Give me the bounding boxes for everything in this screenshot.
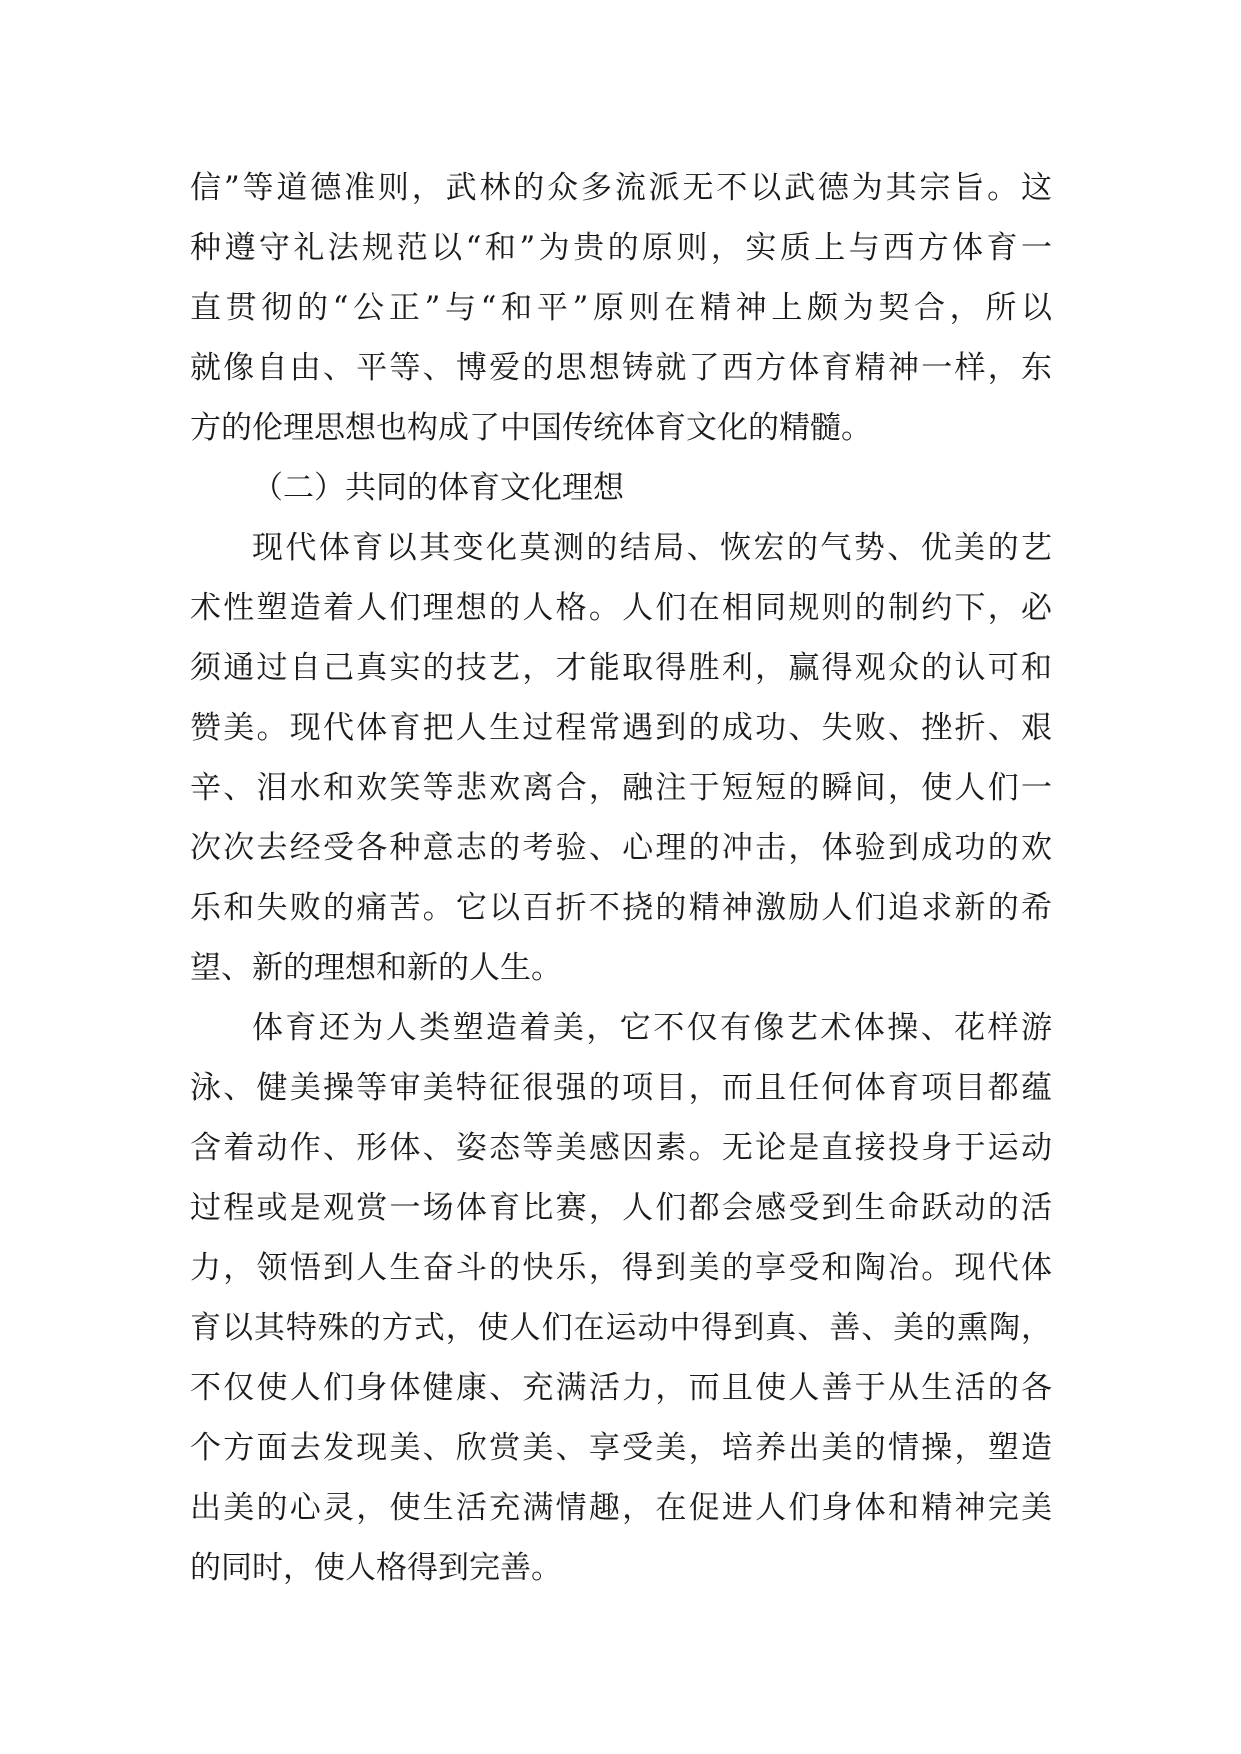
paragraph-line: 直贯彻的“公正”与“和平”原则在精神上颇为契合，所以	[190, 290, 1052, 326]
paragraph-line: 育以其特殊的方式，使人们在运动中得到真、善、美的熏陶，	[190, 1310, 1052, 1346]
paragraph-line: 望、新的理想和新的人生。	[190, 950, 562, 986]
paragraph-line: 现代体育以其变化莫测的结局、恢宏的气势、优美的艺	[252, 530, 1052, 566]
paragraph-line: 不仅使人们身体健康、充满活力，而且使人善于从生活的各	[190, 1370, 1052, 1406]
paragraph-line: 乐和失败的痛苦。它以百折不挠的精神激励人们追求新的希	[190, 890, 1052, 926]
section-heading: （二）共同的体育文化理想	[252, 470, 624, 506]
paragraph-line: 含着动作、形体、姿态等美感因素。无论是直接投身于运动	[190, 1130, 1052, 1166]
paragraph-line: 出美的心灵，使生活充满情趣，在促进人们身体和精神完美	[190, 1490, 1052, 1526]
paragraph-line: 信”等道德准则，武林的众多流派无不以武德为其宗旨。这	[190, 170, 1052, 206]
paragraph-line: 种遵守礼法规范以“和”为贵的原则，实质上与西方体育一	[190, 230, 1052, 266]
paragraph-line: 力，领悟到人生奋斗的快乐，得到美的享受和陶冶。现代体	[190, 1250, 1052, 1286]
paragraph-line: 泳、健美操等审美特征很强的项目，而且任何体育项目都蕴	[190, 1070, 1052, 1106]
paragraph-line: 过程或是观赏一场体育比赛，人们都会感受到生命跃动的活	[190, 1190, 1052, 1226]
paragraph-line: 次次去经受各种意志的考验、心理的冲击，体验到成功的欢	[190, 830, 1052, 866]
paragraph-line: 辛、泪水和欢笑等悲欢离合，融注于短短的瞬间，使人们一	[190, 770, 1052, 806]
paragraph-line: 体育还为人类塑造着美，它不仅有像艺术体操、花样游	[252, 1010, 1052, 1046]
paragraph-line: 赞美。现代体育把人生过程常遇到的成功、失败、挫折、艰	[190, 710, 1052, 746]
paragraph-line: 术性塑造着人们理想的人格。人们在相同规则的制约下，必	[190, 590, 1052, 626]
paragraph-line: 方的伦理思想也构成了中国传统体育文化的精髓。	[190, 410, 872, 446]
paragraph-line: 的同时，使人格得到完善。	[190, 1550, 562, 1586]
paragraph-line: 须通过自己真实的技艺，才能取得胜利，赢得观众的认可和	[190, 650, 1052, 686]
paragraph-line: 就像自由、平等、博爱的思想铸就了西方体育精神一样，东	[190, 350, 1052, 386]
paragraph-line: 个方面去发现美、欣赏美、享受美，培养出美的情操，塑造	[190, 1430, 1052, 1466]
